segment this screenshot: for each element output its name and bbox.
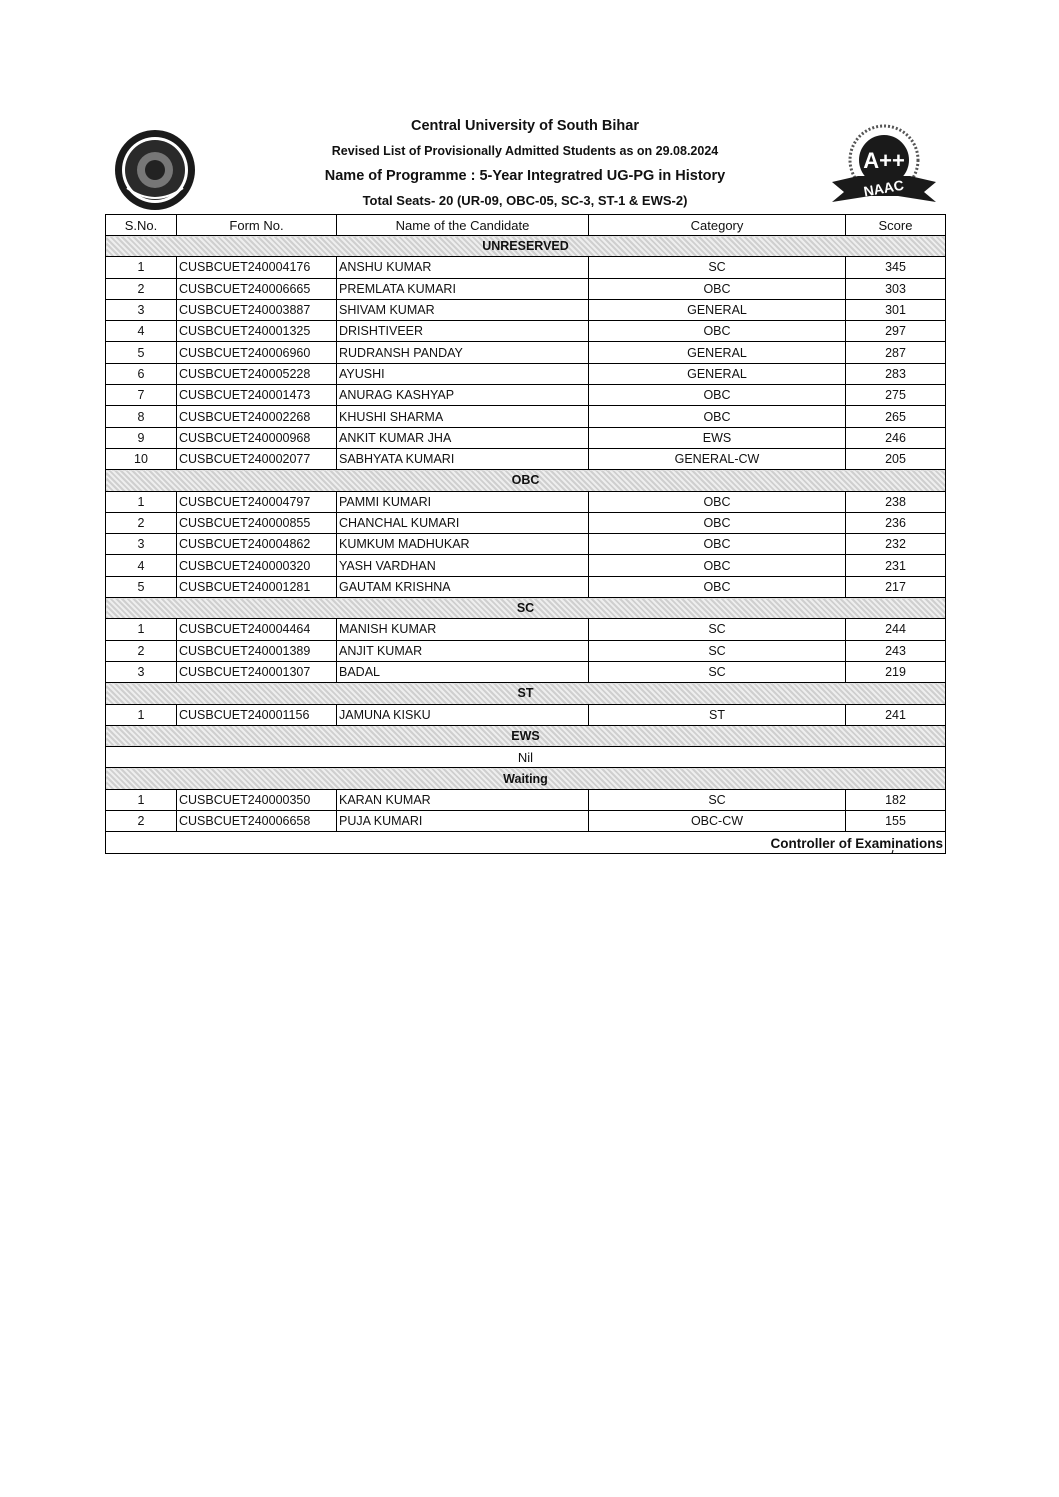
university-name: Central University of South Bihar: [410, 118, 639, 134]
category-cell: OBC: [589, 385, 846, 406]
category-cell: SC: [589, 661, 846, 682]
form-no-cell: CUSBCUET240001325: [177, 321, 337, 342]
sno-cell: 3: [106, 661, 177, 682]
category-cell: OBC: [589, 278, 846, 299]
sno-cell: 4: [106, 321, 177, 342]
sno-cell: 1: [106, 619, 177, 640]
table-row: [106, 704, 946, 725]
category-cell: ST: [589, 704, 846, 725]
category-cell: SC: [589, 789, 846, 810]
form-no-cell: CUSBCUET240001156: [177, 704, 337, 725]
candidate-name-cell: ANURAG KASHYAP: [337, 385, 589, 406]
sno-cell: 3: [106, 299, 177, 320]
category-cell: OBC: [589, 512, 846, 533]
form-no-cell: CUSBCUET240000855: [177, 512, 337, 533]
table-row: [106, 534, 946, 555]
total-seats: Total Seats- 20 (UR-09, OBC-05, SC-3, ST-1 & EWS-2): [362, 193, 688, 208]
sno-cell: 8: [106, 406, 177, 427]
column-header-score: Score: [846, 215, 946, 236]
candidate-name-cell: ANSHU KUMAR: [337, 257, 589, 278]
score-cell: 231: [846, 555, 946, 576]
form-no-cell: CUSBCUET240004464: [177, 619, 337, 640]
form-no-cell: CUSBCUET240004862: [177, 534, 337, 555]
form-no-cell: CUSBCUET240001307: [177, 661, 337, 682]
sno-cell: 10: [106, 448, 177, 469]
table-row: [106, 640, 946, 661]
sno-cell: 5: [106, 576, 177, 597]
table-row: [106, 385, 946, 406]
score-cell: 246: [846, 427, 946, 448]
signature-row: [106, 832, 946, 853]
candidate-name-cell: ANKIT KUMAR JHA: [337, 427, 589, 448]
naac-grade: A++: [863, 148, 905, 173]
candidate-name-cell: BADAL: [337, 661, 589, 682]
category-cell: OBC: [589, 534, 846, 555]
sno-cell: 2: [106, 278, 177, 299]
section-header-obc: [106, 470, 946, 491]
form-no-cell: CUSBCUET240004176: [177, 257, 337, 278]
score-cell: 301: [846, 299, 946, 320]
section-title: EWS: [106, 725, 946, 746]
table-row: [106, 406, 946, 427]
sno-cell: 2: [106, 512, 177, 533]
table-row: [106, 661, 946, 682]
sno-cell: 1: [106, 789, 177, 810]
candidate-name-cell: CHANCHAL KUMARI: [337, 512, 589, 533]
candidate-name-cell: SABHYATA KUMARI: [337, 448, 589, 469]
table-row: [106, 257, 946, 278]
category-cell: GENERAL: [589, 299, 846, 320]
score-cell: 244: [846, 619, 946, 640]
form-no-cell: CUSBCUET240006665: [177, 278, 337, 299]
category-cell: SC: [589, 619, 846, 640]
controller-of-examinations: Controller of Examinations: [770, 835, 943, 851]
table-row: [106, 363, 946, 384]
category-cell: GENERAL-CW: [589, 448, 846, 469]
form-no-cell: CUSBCUET240000350: [177, 789, 337, 810]
form-no-cell: CUSBCUET240006658: [177, 811, 337, 832]
column-header-form: Form No.: [177, 215, 337, 236]
table-row: [106, 512, 946, 533]
ews-nil-row: [106, 747, 946, 768]
category-cell: OBC: [589, 406, 846, 427]
section-title: ST: [106, 683, 946, 704]
category-cell: OBC-CW: [589, 811, 846, 832]
sno-cell: 4: [106, 555, 177, 576]
form-no-cell: CUSBCUET240006960: [177, 342, 337, 363]
table-row: [106, 278, 946, 299]
score-cell: 155: [846, 811, 946, 832]
sno-cell: 2: [106, 640, 177, 661]
programme-name: Name of Programme : 5-Year Integratred UG-PG in History: [324, 168, 726, 184]
candidate-name-cell: PREMLATA KUMARI: [337, 278, 589, 299]
score-cell: 297: [846, 321, 946, 342]
table-row: [106, 555, 946, 576]
score-cell: 287: [846, 342, 946, 363]
form-no-cell: CUSBCUET240000968: [177, 427, 337, 448]
form-no-cell: CUSBCUET240000320: [177, 555, 337, 576]
category-cell: EWS: [589, 427, 846, 448]
section-header-sc: [106, 598, 946, 619]
candidate-name-cell: GAUTAM KRISHNA: [337, 576, 589, 597]
signature-cell: [106, 832, 946, 853]
nil-text: Nil: [106, 747, 946, 768]
column-header-category: Category: [589, 215, 846, 236]
category-cell: SC: [589, 640, 846, 661]
candidate-name-cell: RUDRANSH PANDAY: [337, 342, 589, 363]
form-no-cell: CUSBCUET240002268: [177, 406, 337, 427]
admission-table: [105, 214, 946, 854]
category-cell: GENERAL: [589, 342, 846, 363]
score-cell: 275: [846, 385, 946, 406]
sno-cell: 9: [106, 427, 177, 448]
score-cell: 182: [846, 789, 946, 810]
score-cell: 232: [846, 534, 946, 555]
column-header-name: Name of the Candidate: [337, 215, 589, 236]
sno-cell: 1: [106, 257, 177, 278]
form-no-cell: CUSBCUET240001473: [177, 385, 337, 406]
category-cell: SC: [589, 257, 846, 278]
score-cell: 345: [846, 257, 946, 278]
sno-cell: 5: [106, 342, 177, 363]
category-cell: OBC: [589, 555, 846, 576]
table-row: [106, 299, 946, 320]
form-no-cell: CUSBCUET240005228: [177, 363, 337, 384]
score-cell: 219: [846, 661, 946, 682]
score-cell: 217: [846, 576, 946, 597]
section-title: OBC: [106, 470, 946, 491]
table-row: [106, 321, 946, 342]
candidate-name-cell: PAMMI KUMARI: [337, 491, 589, 512]
candidate-name-cell: KUMKUM MADHUKAR: [337, 534, 589, 555]
candidate-name-cell: ANJIT KUMAR: [337, 640, 589, 661]
category-cell: OBC: [589, 576, 846, 597]
score-cell: 238: [846, 491, 946, 512]
score-cell: 243: [846, 640, 946, 661]
section-header-ews: [106, 725, 946, 746]
table-row: [106, 619, 946, 640]
section-title: SC: [106, 598, 946, 619]
category-cell: OBC: [589, 321, 846, 342]
table-row: [106, 491, 946, 512]
table-row: [106, 342, 946, 363]
form-no-cell: CUSBCUET240004797: [177, 491, 337, 512]
form-no-cell: CUSBCUET240001389: [177, 640, 337, 661]
table-row: [106, 789, 946, 810]
sno-cell: 6: [106, 363, 177, 384]
sno-cell: 3: [106, 534, 177, 555]
table-row: [106, 448, 946, 469]
sno-cell: 1: [106, 491, 177, 512]
candidate-name-cell: MANISH KUMAR: [337, 619, 589, 640]
score-cell: 236: [846, 512, 946, 533]
candidate-name-cell: JAMUNA KISKU: [337, 704, 589, 725]
sno-cell: 7: [106, 385, 177, 406]
sno-cell: 1: [106, 704, 177, 725]
candidate-name-cell: SHIVAM KUMAR: [337, 299, 589, 320]
section-header-waiting: [106, 768, 946, 789]
form-no-cell: CUSBCUET240003887: [177, 299, 337, 320]
score-cell: 283: [846, 363, 946, 384]
document-header: [105, 112, 945, 214]
list-title: Revised List of Provisionally Admitted Students as on 29.08.2024: [331, 144, 719, 158]
naac-label: NAAC: [862, 176, 905, 200]
category-cell: GENERAL: [589, 363, 846, 384]
candidate-name-cell: DRISHTIVEER: [337, 321, 589, 342]
section-header-st: [106, 683, 946, 704]
column-header-sno: S.No.: [106, 215, 177, 236]
section-title: Waiting: [106, 768, 946, 789]
candidate-name-cell: KARAN KUMAR: [337, 789, 589, 810]
sno-cell: 2: [106, 811, 177, 832]
category-cell: OBC: [589, 491, 846, 512]
score-cell: 241: [846, 704, 946, 725]
table-row: [106, 811, 946, 832]
score-cell: 265: [846, 406, 946, 427]
candidate-name-cell: KHUSHI SHARMA: [337, 406, 589, 427]
table-header-row: [106, 215, 946, 236]
form-no-cell: CUSBCUET240002077: [177, 448, 337, 469]
section-header-unreserved: [106, 236, 946, 257]
candidate-name-cell: AYUSHI: [337, 363, 589, 384]
section-title: UNRESERVED: [106, 236, 946, 257]
table-row: [106, 427, 946, 448]
form-no-cell: CUSBCUET240001281: [177, 576, 337, 597]
candidate-name-cell: YASH VARDHAN: [337, 555, 589, 576]
table-row: [106, 576, 946, 597]
candidate-name-cell: PUJA KUMARI: [337, 811, 589, 832]
score-cell: 205: [846, 448, 946, 469]
score-cell: 303: [846, 278, 946, 299]
